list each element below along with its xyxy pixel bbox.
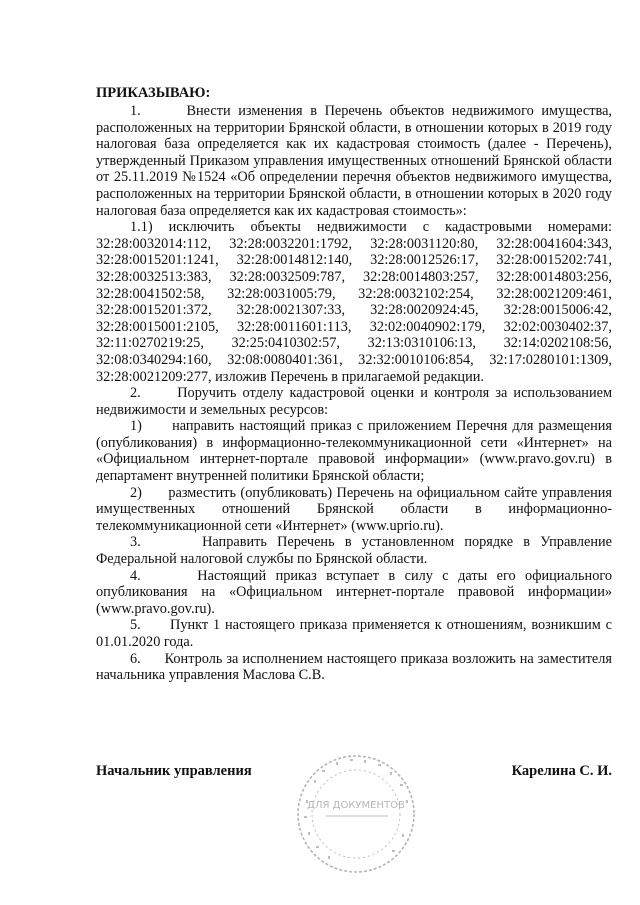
stamp-text: ДЛЯ ДОКУМЕНТОВ [307,800,405,811]
order-heading: ПРИКАЗЫВАЮ: [96,85,211,101]
seal-stamp-icon [292,750,420,878]
paragraph-2-2: 2) разместить (опубликовать) Перечень на официальном сайте управления имущественных отношений Брянской области в информационно-телекоммуникационной сети «Интернет» (www.uprio.ru). [96,484,612,534]
signatory-name: Карелина С. И. [511,763,612,779]
paragraph-1: 1. Внести изменения в Перечень объектов недвижимого имущества, расположенных на территории Брянской области, в отношении которых в 2019 году налоговая база определяется как их кадастровая стоимость (далее - Перечень), утвержденный Приказом управления имущественных отношений Брянской области от 25.11.2019 №1524 «Об определении перечня объектов недвижимого имущества, расположенных на территории Брянской области, в отношении которых в 2020 году налоговая база определяется как их кадастровая стоимость»: [96,103,612,219]
paragraph-1-1: 1.1) исключить объекты недвижимости с кадастровыми номерами: 32:28:0032014:112, 32:28:0032201:1792, 32:28:0031120:80, 32:28:0041604:343, 32:28:0015201:1241, 32:28:0014812:140, 32:28:0012526:17, 32:28:0015202:741, 32:28:0032513:383, 32:28:0032509:787, 32:28:0014803:257, 32:28:0014803:256, 32:28:0041502:58, 32:28:0031005:79, 32:28:0032102:254, 32:28:0021209:461, 32:28:0015201:372, 32:28:0021307:33, 32:28:0020924:45, 32:28:0015006:42, 32:28:0015001:2105, 32:28:0011601:113, 32:02:0040902:179, 32:02:0030402:37, 32:11:0270219:25, 32:25:0410302:57, 32:13:0310106:13, 32:14:0202108:56, 32:08:0340294:160, 32:08:0080401:361, 32:32:0010106:854, 32:17:0280101:1309, 32:28:0021209:277, изложив Перечень в прилагаемой редакции. [96,219,612,385]
paragraph-4: 4. Настоящий приказ вступает в силу с даты его официального опубликования на «Официальном интернет-портале правовой информации» (www.pravo.gov.ru). [96,567,612,617]
paragraph-2-1: 1) направить настоящий приказ с приложением Перечня для размещения (опубликования) в информационно-телекоммуникационной сети «Интернет» на «Официальном интернет-портале правовой информации» (www.pravo.gov.ru) в департамент внутренней политики Брянской области; [96,418,612,485]
paragraph-3: 3. Направить Перечень в установленном порядке в Управление Федеральной налоговой службы по Брянской области. [96,534,612,568]
paragraph-6: 6. Контроль за исполнением настоящего приказа возложить на заместителя начальника управления Маслова С.В. [96,650,612,684]
document-body [96,84,612,684]
paragraph-5: 5. Пункт 1 настоящего приказа применяется к отношениям, возникшим с 01.01.2020 года. [96,617,612,650]
signatory-position: Начальник управления [96,763,252,779]
paragraph-2: 2. Поручить отделу кадастровой оценки и контроля за использованием недвижимости и земельных ресурсов: [96,385,612,418]
